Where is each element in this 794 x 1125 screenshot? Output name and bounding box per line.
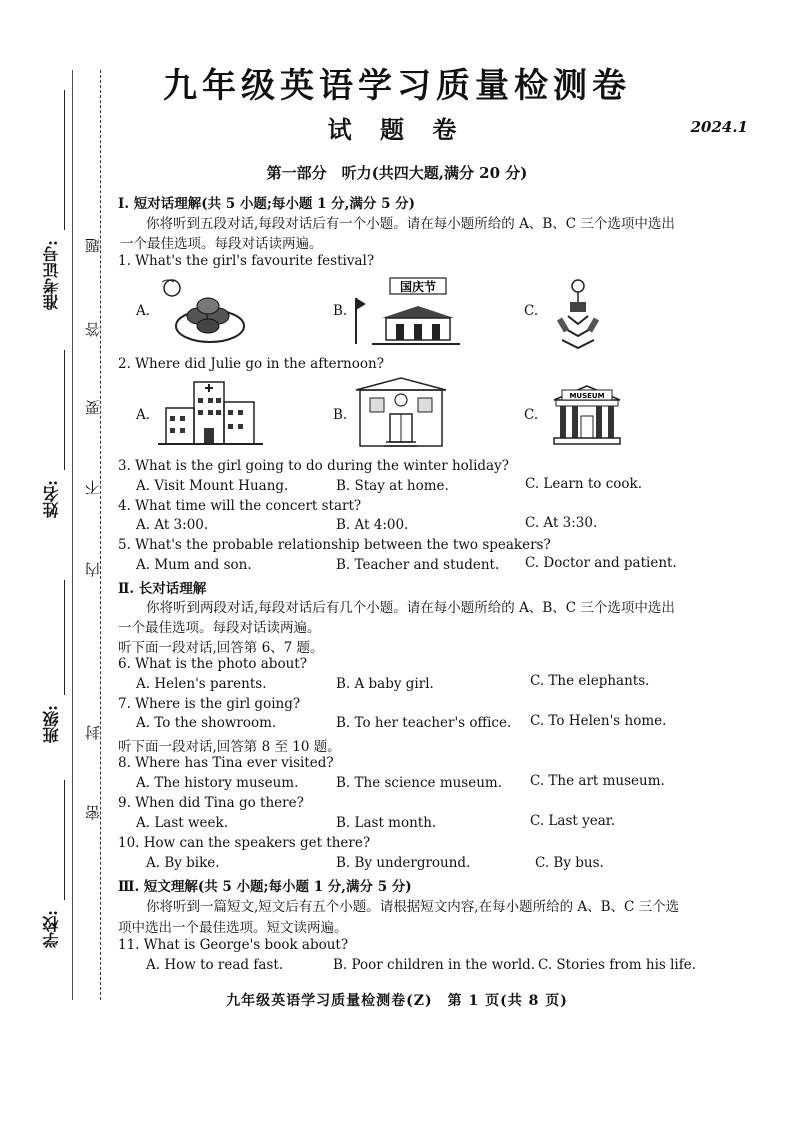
student-name-label: 姓名: (42, 480, 61, 518)
q11-option-c[interactable]: C. Stories from his life. (538, 957, 697, 973)
q3-option-c[interactable]: C. Learn to cook. (525, 476, 643, 492)
q2-c-sign-text: MUSEUM (569, 392, 605, 400)
q6-option-c[interactable]: C. The elephants. (530, 673, 650, 689)
q8-option-a[interactable]: A. The history museum. (136, 775, 299, 791)
section-1-heading: Ⅰ. 短对话理解(共 5 小题;每小题 1 分,满分 5 分) (118, 196, 416, 212)
q7-option-b[interactable]: B. To her teacher's office. (336, 715, 512, 731)
exam-subtitle: 试 题 卷 (327, 115, 467, 144)
seal-char: 不 (84, 480, 102, 495)
q10-option-a[interactable]: A. By bike. (146, 855, 220, 871)
school-label: 学校: (42, 910, 61, 948)
section-1-instruction: 你将听到五段对话,每段对话后有一个小题。请在每小题所给的 A、B、C 三个选项中选出 (146, 216, 675, 232)
q9-option-c[interactable]: C. Last year. (530, 813, 616, 829)
q3-option-b[interactable]: B. Stay at home. (336, 478, 449, 494)
section-3-heading: Ⅲ. 短文理解(共 5 小题;每小题 1 分,满分 5 分) (118, 879, 412, 895)
school-blank[interactable] (64, 780, 65, 900)
question-8: 8. Where has Tina ever visited? (118, 755, 334, 771)
mooncake-icon (158, 278, 248, 348)
q10-option-c[interactable]: C. By bus. (535, 855, 604, 871)
national-day-gate-icon (352, 278, 462, 350)
question-5: 5. What's the probable relationship between the two speakers? (118, 537, 551, 553)
question-6: 6. What is the photo about? (118, 656, 307, 672)
museum-building-icon (552, 382, 622, 448)
binding-margin-line (72, 70, 73, 1000)
seal-char: 封 (84, 725, 102, 740)
hospital-building-icon (158, 378, 263, 448)
question-10: 10. How can the speakers get there? (118, 835, 371, 851)
section-2-heading: Ⅱ. 长对话理解 (118, 581, 207, 597)
question-4: 4. What time will the concert start? (118, 498, 362, 514)
q5-option-c[interactable]: C. Doctor and patient. (525, 555, 677, 571)
q5-option-b[interactable]: B. Teacher and student. (336, 557, 500, 573)
q7-option-a[interactable]: A. To the showroom. (136, 715, 277, 731)
question-2: 2. Where did Julie go in the afternoon? (118, 356, 384, 372)
question-11: 11. What is George's book about? (118, 937, 349, 953)
school-building-icon (356, 376, 446, 450)
seal-char: 题 (84, 238, 102, 253)
seal-char: 要 (84, 400, 102, 415)
section-3-instruction: 你将听到一篇短文,短文后有五个小题。请根据短文内容,在每小题所给的 A、B、C 三个选 (146, 899, 680, 915)
q1-b-sign-text: 国庆节 (399, 280, 437, 294)
section-2-instruction: 你将听到两段对话,每段对话后有几个小题。请在每小题所给的 A、B、C 三个选项中选出 (146, 600, 675, 616)
question-3: 3. What is the girl going to do during the winter holiday? (118, 458, 509, 474)
section-2-lead: 听下面一段对话,回答第 8 至 10 题。 (118, 739, 341, 755)
firecracker-icon (548, 278, 608, 352)
section-3-instruction: 项中选出一个最佳选项。短文读两遍。 (118, 920, 348, 936)
part-one-title: 第一部分 听力(共四大题,满分 20 分) (266, 164, 528, 182)
q7-option-c[interactable]: C. To Helen's home. (530, 713, 667, 729)
q5-option-a[interactable]: A. Mum and son. (136, 557, 252, 573)
q1-option-c[interactable]: C. (524, 303, 539, 319)
q2-option-b[interactable]: B. (333, 407, 348, 423)
exam-number-label: 准考证号: (42, 240, 61, 310)
q11-option-a[interactable]: A. How to read fast. (146, 957, 284, 973)
q9-option-b[interactable]: B. Last month. (336, 815, 437, 831)
q2-option-c[interactable]: C. (524, 407, 539, 423)
q8-option-b[interactable]: B. The science museum. (336, 775, 503, 791)
question-7: 7. Where is the girl going? (118, 696, 301, 712)
q8-option-c[interactable]: C. The art museum. (530, 773, 665, 789)
q2-option-a[interactable]: A. (136, 407, 151, 423)
class-label: 班级: (42, 705, 61, 743)
seal-char: 答 (84, 322, 102, 337)
question-1: 1. What's the girl's favourite festival? (118, 253, 375, 269)
q1-option-a[interactable]: A. (136, 303, 151, 319)
q10-option-b[interactable]: B. By underground. (336, 855, 471, 871)
section-2-instruction: 一个最佳选项。每段对话读两遍。 (118, 620, 321, 636)
seal-char: 内 (84, 562, 102, 577)
section-2-lead: 听下面一段对话,回答第 6、7 题。 (118, 640, 324, 656)
page-footer: 九年级英语学习质量检测卷(Z) 第 1 页(共 8 页) (226, 993, 568, 1009)
q4-option-b[interactable]: B. At 4:00. (336, 517, 409, 533)
q6-option-a[interactable]: A. Helen's parents. (136, 676, 267, 692)
q4-option-a[interactable]: A. At 3:00. (136, 517, 209, 533)
student-name-blank[interactable] (64, 350, 65, 470)
q3-option-a[interactable]: A. Visit Mount Huang. (136, 478, 289, 494)
q4-option-c[interactable]: C. At 3:30. (525, 515, 598, 531)
q11-option-b[interactable]: B. Poor children in the world. (333, 957, 536, 973)
class-blank[interactable] (64, 580, 65, 695)
exam-date: 2024.1 (690, 118, 748, 136)
q9-option-a[interactable]: A. Last week. (136, 815, 228, 831)
q6-option-b[interactable]: B. A baby girl. (336, 676, 434, 692)
seal-dashed-line (100, 70, 101, 1000)
q1-option-b[interactable]: B. (333, 303, 348, 319)
section-1-instruction: 一个最佳选项。每段对话读两遍。 (120, 236, 323, 252)
question-9: 9. When did Tina go there? (118, 795, 304, 811)
exam-title: 九年级英语学习质量检测卷 (163, 66, 631, 106)
seal-char: 密 (84, 805, 102, 820)
